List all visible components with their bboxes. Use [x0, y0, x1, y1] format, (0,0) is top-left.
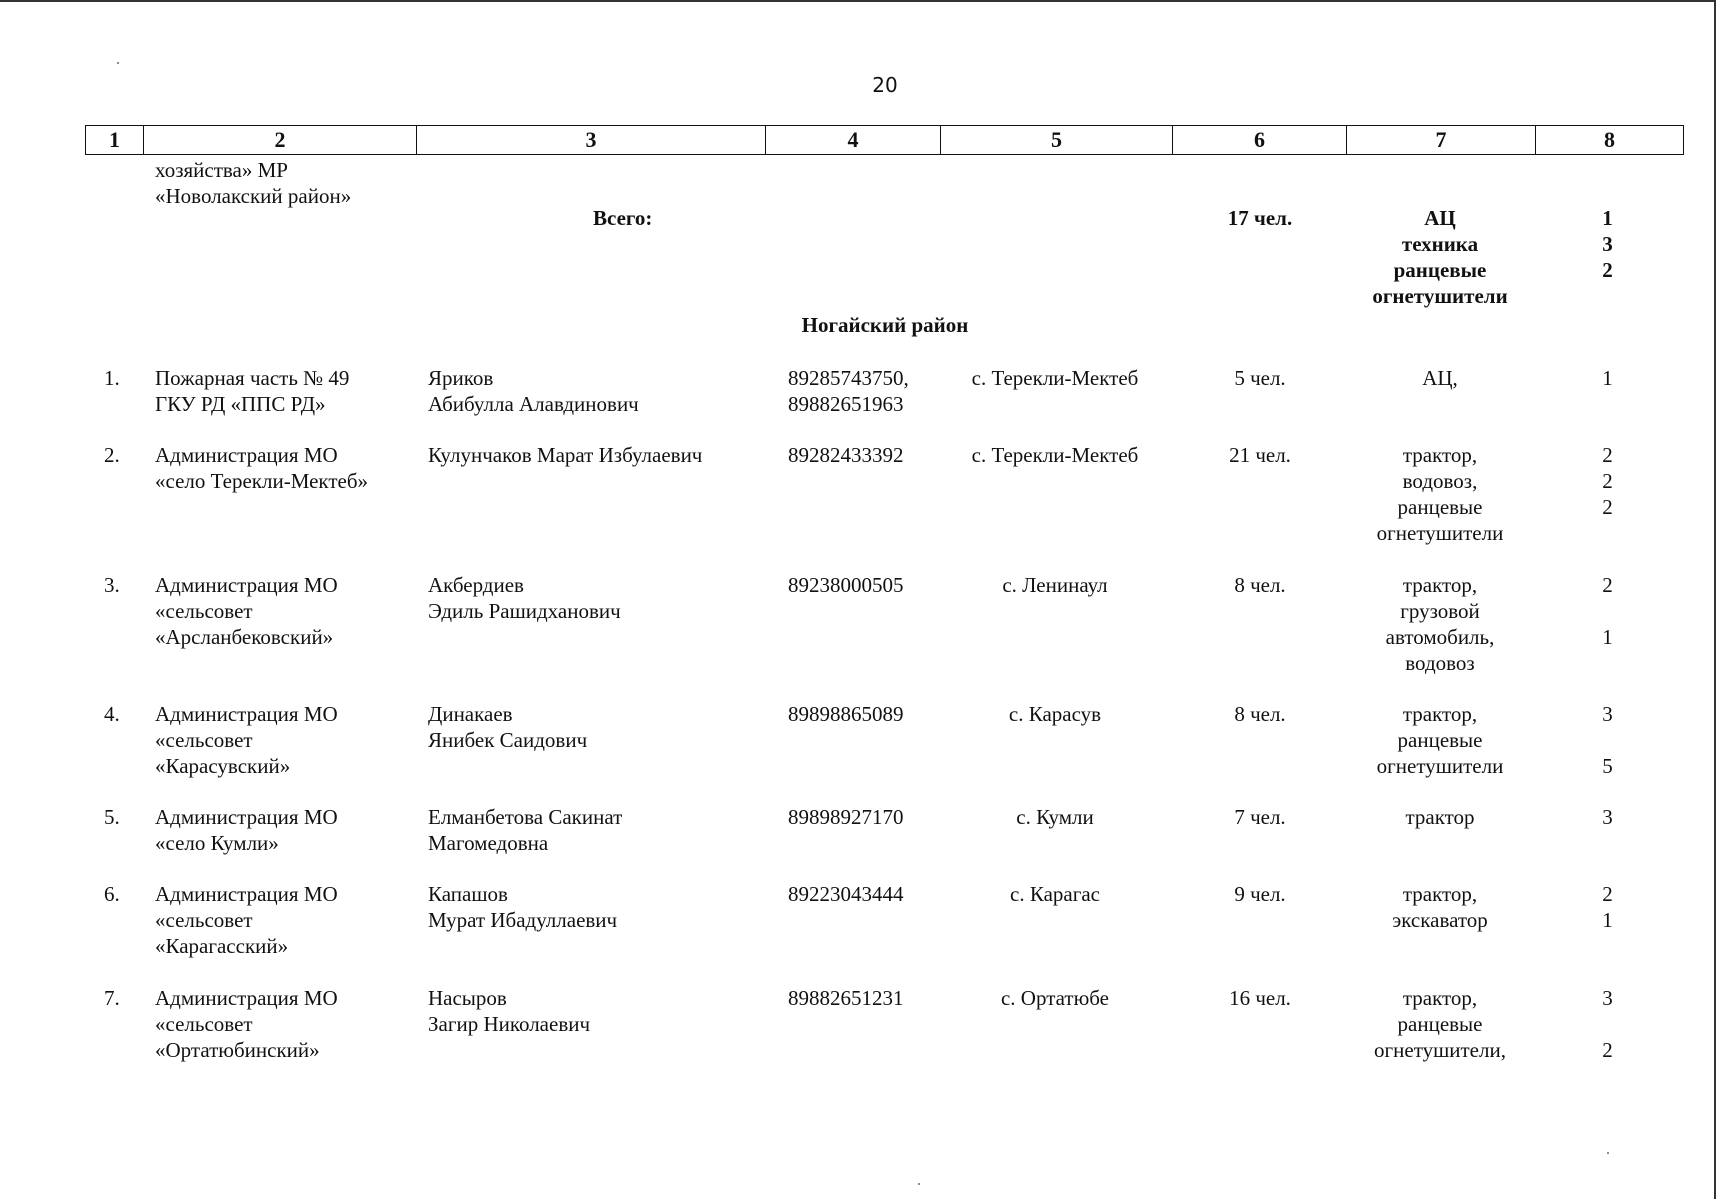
phone: 89282433392 [788, 443, 904, 467]
location: с. Кумли [1016, 805, 1094, 829]
org-name: Администрация МО «сельсовет «Ортатюбинский» [155, 986, 338, 1062]
phone: 89882651231 [788, 986, 904, 1010]
people-count: 8 чел. [1234, 573, 1286, 597]
row-number: 7. [104, 986, 120, 1010]
quantity: 1 [1602, 366, 1613, 390]
org-name: Администрация МО «сельсовет «Арсланбековский» [155, 573, 338, 649]
page-number: 20 [872, 73, 898, 97]
org-name: Администрация МО «сельсовет «Карагасский» [155, 882, 338, 958]
column-header: 2 [144, 126, 417, 155]
quantity: 3 2 [1602, 986, 1613, 1062]
location: с. Карасув [1008, 702, 1102, 726]
column-header: 4 [766, 126, 941, 155]
total-equipment: АЦ техника ранцевые огнетушители [1372, 206, 1508, 308]
column-header: 7 [1347, 126, 1536, 155]
org-name: Пожарная часть № 49 ГКУ РД «ППС РД» [155, 366, 350, 416]
quantity: 2 1 [1602, 882, 1613, 932]
org-name: Администрация МО «село Кумли» [155, 805, 338, 855]
district-title: Ногайский район [801, 313, 969, 337]
org-name: хозяйства» МР «Новолакский район» [155, 158, 352, 208]
row-number: 1. [104, 366, 120, 390]
people-count: 8 чел. [1234, 702, 1286, 726]
equipment: трактор, экскаватор [1392, 882, 1488, 932]
quantity: 2 1 [1602, 573, 1613, 649]
head-name: Насыров Загир Николаевич [428, 986, 591, 1036]
total-label: Всего: [593, 206, 653, 230]
total-quantity: 1 3 2 [1602, 206, 1613, 282]
row-number: 5. [104, 805, 120, 829]
row-number: 6. [104, 882, 120, 906]
row-number: 4. [104, 702, 120, 726]
column-header: 6 [1173, 126, 1347, 155]
org-name: Администрация МО «сельсовет «Карасувский» [155, 702, 338, 778]
phone: 89898927170 [788, 805, 904, 829]
equipment: трактор, грузовой автомобиль, водовоз [1385, 573, 1495, 675]
total-people: 17 чел. [1227, 206, 1293, 230]
row-number: 3. [104, 573, 120, 597]
location: с. Карагас [1010, 882, 1100, 906]
head-name: Акбердиев Эдиль Рашидханович [428, 573, 621, 623]
head-name: Яриков Абибулла Алавдинович [428, 366, 639, 416]
head-name: Капашов Мурат Ибадуллаевич [428, 882, 618, 932]
location: с. Ортатюбе [1000, 986, 1109, 1010]
equipment: трактор, ранцевые огнетушители [1376, 702, 1504, 778]
location: с. Ленинаул [1002, 573, 1108, 597]
people-count: 5 чел. [1234, 366, 1286, 390]
column-header: 1 [86, 126, 144, 155]
head-name: Динакаев Янибек Саидович [428, 702, 588, 752]
equipment: трактор, ранцевые огнетушители, [1374, 986, 1506, 1062]
phone: 89223043444 [788, 882, 904, 906]
phone: 89238000505 [788, 573, 904, 597]
location: с. Терекли-Мектеб [971, 443, 1139, 467]
people-count: 9 чел. [1234, 882, 1286, 906]
org-name: Администрация МО «село Терекли-Мектеб» [155, 443, 369, 493]
phone: 89898865089 [788, 702, 904, 726]
column-header: 5 [941, 126, 1173, 155]
quantity: 2 2 2 [1602, 443, 1613, 519]
people-count: 7 чел. [1234, 805, 1286, 829]
quantity: 3 [1602, 805, 1613, 829]
row-number: 2. [104, 443, 120, 467]
people-count: 16 чел. [1229, 986, 1291, 1010]
head-name: Елманбетова Сакинат Магомедовна [428, 805, 623, 855]
quantity: 3 5 [1602, 702, 1613, 778]
column-header: 3 [417, 126, 766, 155]
column-header: 8 [1536, 126, 1684, 155]
phone: 89285743750, 89882651963 [788, 366, 909, 416]
head-name: Кулунчаков Марат Избулаевич [428, 443, 703, 467]
equipment: АЦ, [1422, 366, 1458, 390]
people-count: 21 чел. [1229, 443, 1291, 467]
equipment: трактор, водовоз, ранцевые огнетушители [1376, 443, 1504, 545]
location: с. Терекли-Мектеб [971, 366, 1139, 390]
equipment: трактор [1405, 805, 1475, 829]
